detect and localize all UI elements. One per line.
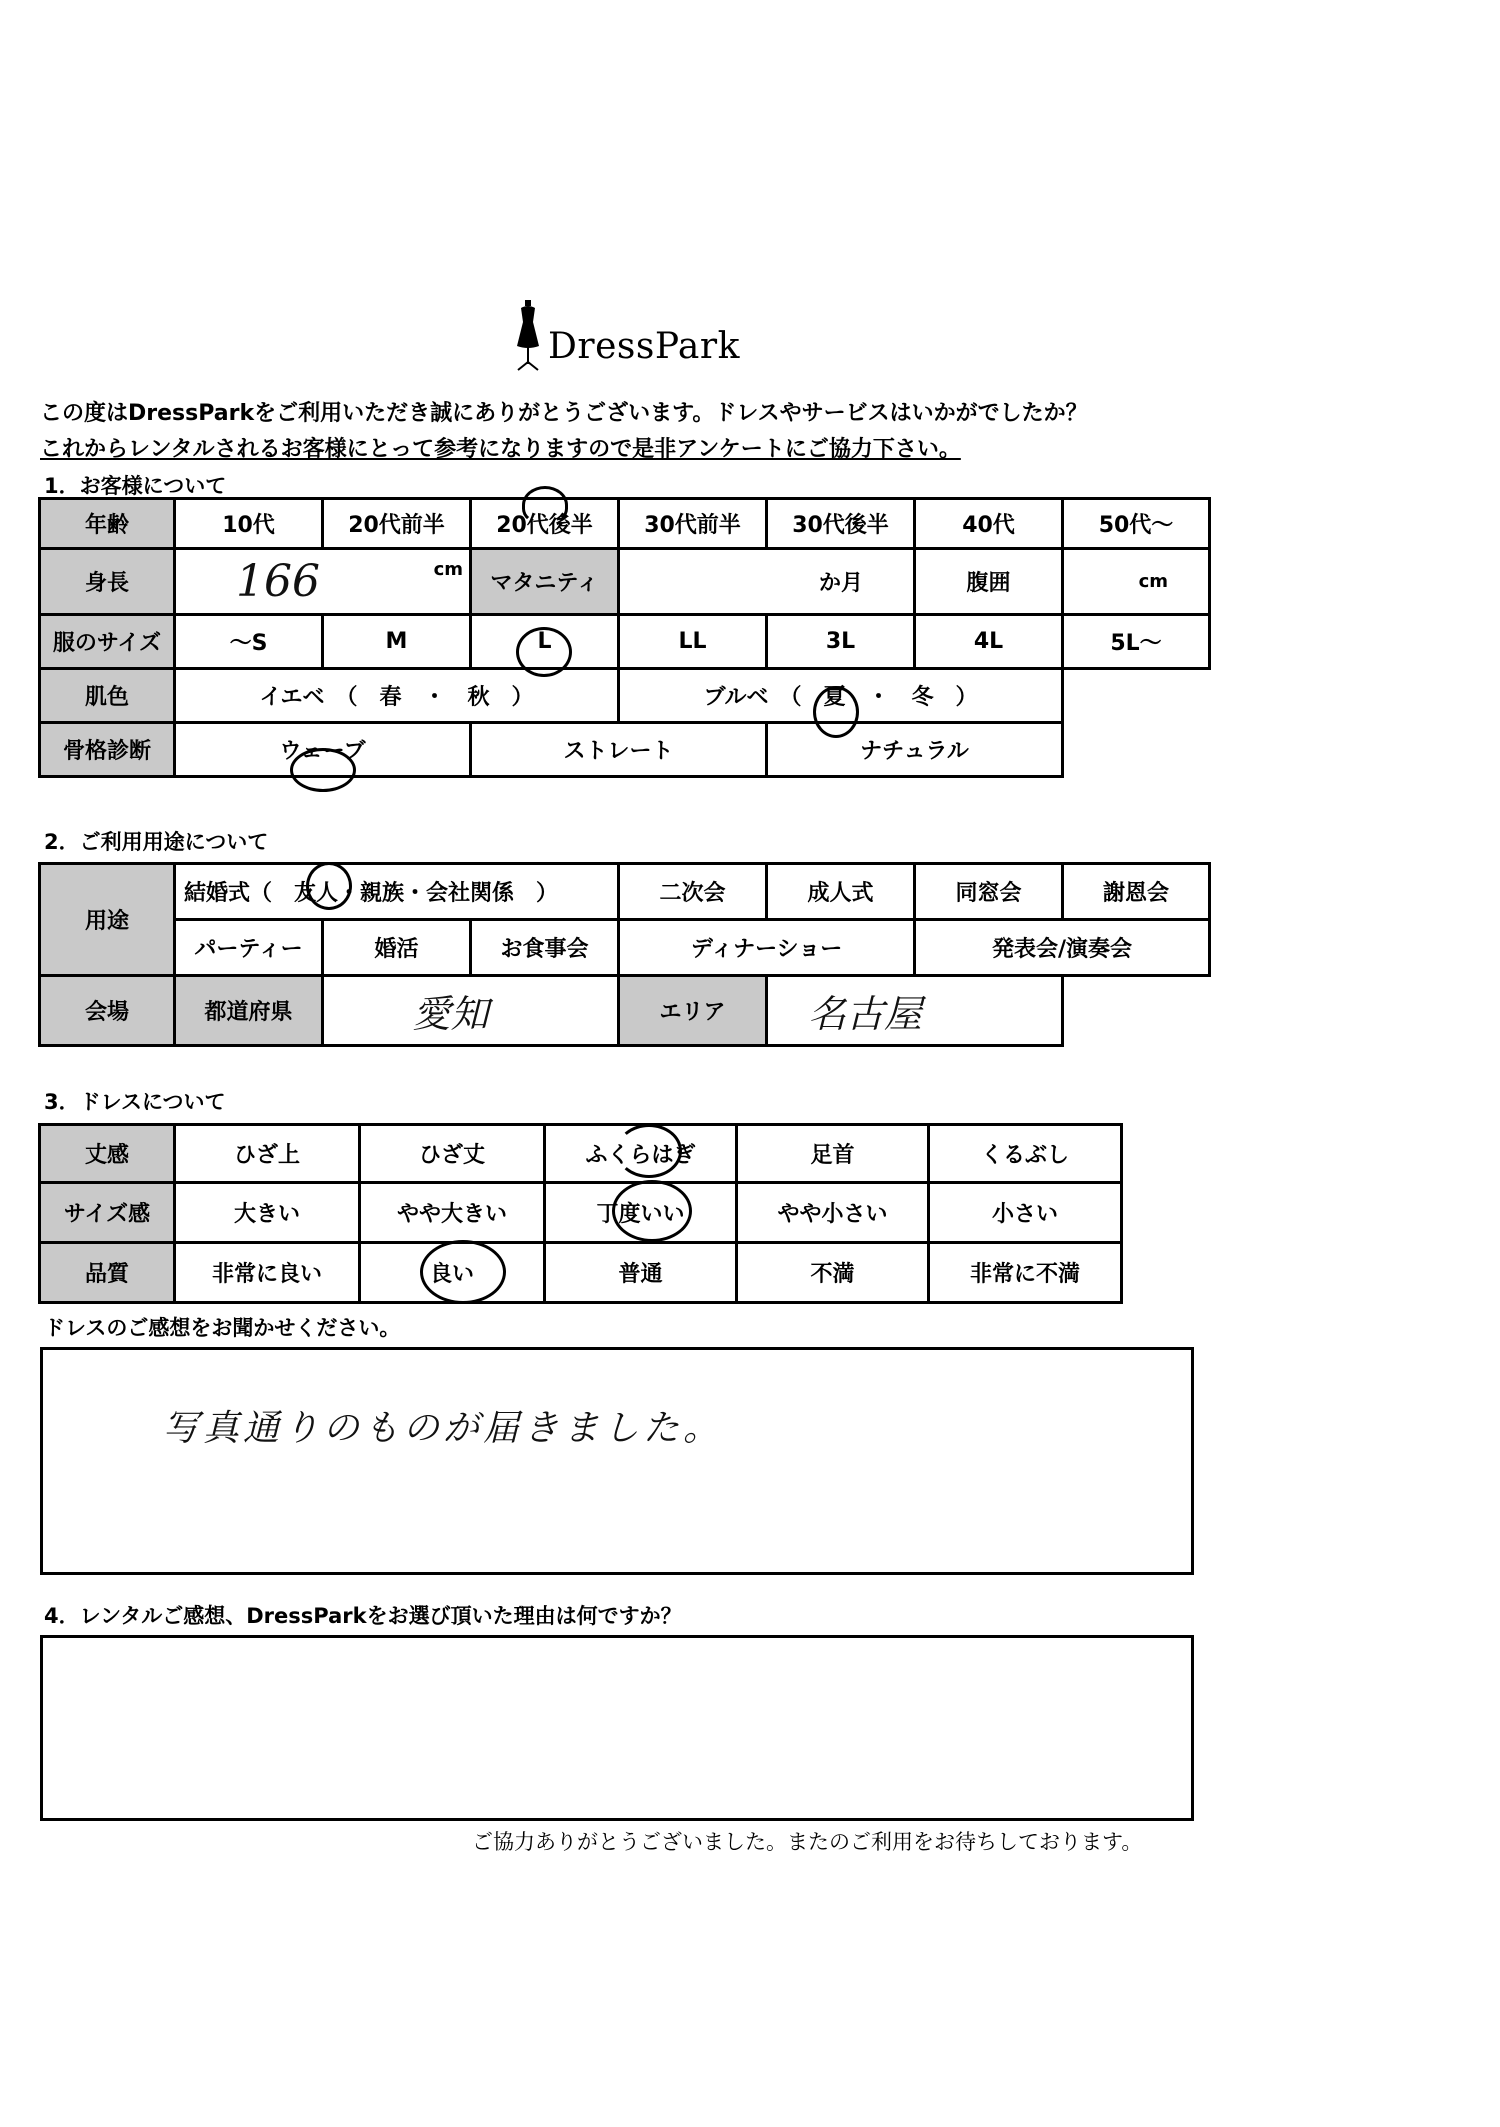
purpose-option[interactable]: 謝恩会 — [1063, 864, 1210, 920]
quality-option[interactable]: 非常に良い — [175, 1243, 360, 1303]
fit-option[interactable]: 大きい — [175, 1183, 360, 1243]
age-option[interactable]: 30代後半 — [767, 499, 915, 549]
purpose-option[interactable]: 同窓会 — [915, 864, 1063, 920]
size-selection-mark — [516, 627, 572, 677]
fit-option-selected[interactable]: 丁度いい — [545, 1183, 737, 1243]
height-field[interactable] — [175, 549, 471, 615]
section-2-title: 2．ご利用用途について — [44, 830, 269, 854]
age-option-selected[interactable]: 20代後半 — [471, 499, 619, 549]
skin-selection-mark — [813, 686, 859, 738]
dress-form-logo-icon — [512, 300, 544, 372]
reason-box[interactable] — [40, 1635, 1194, 1821]
length-label: 丈感 — [40, 1125, 175, 1183]
purpose-option[interactable]: パーティー — [175, 920, 323, 976]
age-option[interactable]: 20代前半 — [323, 499, 471, 549]
frame-label: 骨格診断 — [40, 723, 175, 777]
purpose-option[interactable]: お食事会 — [471, 920, 619, 976]
purpose-option[interactable]: 発表会/演奏会 — [915, 920, 1210, 976]
size-option[interactable]: 4L — [915, 615, 1063, 669]
fit-selection-mark — [612, 1180, 692, 1242]
length-option[interactable]: くるぶし — [929, 1125, 1122, 1183]
area-label: エリア — [619, 976, 767, 1046]
wedding-guest-selection-mark — [306, 862, 352, 910]
purpose-option[interactable]: 婚活 — [323, 920, 471, 976]
fit-option[interactable]: やや大きい — [360, 1183, 545, 1243]
purpose-option[interactable]: 成人式 — [767, 864, 915, 920]
age-label: 年齢 — [40, 499, 175, 549]
height-label: 身長 — [40, 549, 175, 615]
age-option[interactable]: 40代 — [915, 499, 1063, 549]
customer-table — [38, 497, 1211, 778]
length-selection-mark — [616, 1124, 682, 1178]
fit-option[interactable]: 小さい — [929, 1183, 1122, 1243]
venue-label: 会場 — [40, 976, 175, 1046]
frame-option[interactable]: ストレート — [471, 723, 767, 777]
size-label: 服のサイズ — [40, 615, 175, 669]
skin-yellow-option[interactable]: イエベ （ 春 ・ 秋 ） — [175, 669, 619, 723]
quality-option[interactable]: 非常に不満 — [929, 1243, 1122, 1303]
dress-table — [38, 1123, 1123, 1304]
length-option[interactable]: ひざ丈 — [360, 1125, 545, 1183]
prefecture-field[interactable] — [323, 976, 619, 1046]
age-option[interactable]: 50代～ — [1063, 499, 1210, 549]
brand-name: DressPark — [548, 326, 740, 367]
size-option-selected[interactable]: L — [471, 615, 619, 669]
age-option[interactable]: 30代前半 — [619, 499, 767, 549]
height-value: 166 — [236, 556, 320, 607]
fit-option[interactable]: やや小さい — [737, 1183, 929, 1243]
usage-table — [38, 862, 1211, 1047]
section-1-title: 1．お客様について — [44, 474, 227, 498]
length-option-selected[interactable]: ふくらはぎ — [545, 1125, 737, 1183]
frame-selection-mark — [290, 748, 356, 792]
prefecture-label: 都道府県 — [175, 976, 323, 1046]
maternity-months-unit: か月 — [818, 571, 863, 596]
maternity-label: マタニティ — [471, 549, 619, 615]
comment-prompt: ドレスのご感想をお聞かせください。 — [44, 1316, 401, 1340]
fit-label: サイズ感 — [40, 1183, 175, 1243]
size-option[interactable]: LL — [619, 615, 767, 669]
footer-thanks: ご協力ありがとうございました。またのご利用をお待ちしております。 — [472, 1830, 1143, 1854]
quality-option-selected[interactable]: 良い — [360, 1243, 545, 1303]
frame-option[interactable]: ナチュラル — [767, 723, 1063, 777]
purpose-label: 用途 — [40, 864, 175, 976]
size-option[interactable]: ～S — [175, 615, 323, 669]
purpose-option[interactable]: 二次会 — [619, 864, 767, 920]
area-value: 名古屋 — [808, 992, 923, 1036]
waist-label: 腹囲 — [915, 549, 1063, 615]
length-option[interactable]: 足首 — [737, 1125, 929, 1183]
section-4-title: 4．レンタルご感想、DressParkをお選び頂いた理由は何ですか？ — [44, 1604, 682, 1628]
quality-option[interactable]: 普通 — [545, 1243, 737, 1303]
comment-box[interactable] — [40, 1347, 1194, 1575]
purpose-wedding-option[interactable]: 結婚式（ 友人・親族・会社関係 ） — [175, 864, 619, 920]
size-option[interactable]: M — [323, 615, 471, 669]
intro-line-2: これからレンタルされるお客様にとって参考になりますので是非アンケートにご協力下さい。 — [40, 437, 961, 462]
height-unit: cm — [433, 559, 463, 580]
prefecture-value: 愛知 — [412, 992, 489, 1036]
age-option[interactable]: 10代 — [175, 499, 323, 549]
size-option[interactable]: 3L — [767, 615, 915, 669]
size-option[interactable]: 5L～ — [1063, 615, 1210, 669]
length-option[interactable]: ひざ上 — [175, 1125, 360, 1183]
waist-unit[interactable]: cm — [1063, 549, 1210, 615]
quality-label: 品質 — [40, 1243, 175, 1303]
comment-text: 写真通りのものが届きました。 — [163, 1408, 724, 1449]
area-field[interactable] — [767, 976, 1063, 1046]
age-selection-mark — [522, 486, 568, 524]
maternity-months-field[interactable] — [619, 549, 915, 615]
frame-option-selected[interactable]: ウェーブ — [175, 723, 471, 777]
purpose-option[interactable]: ディナーショー — [619, 920, 915, 976]
quality-option[interactable]: 不満 — [737, 1243, 929, 1303]
intro-line-1: この度はDressParkをご利用いただき誠にありがとうございます。ドレスやサービスはいかがでしたか？ — [40, 401, 1088, 426]
quality-selection-mark — [420, 1240, 506, 1304]
skin-label: 肌色 — [40, 669, 175, 723]
section-3-title: 3．ドレスについて — [44, 1090, 226, 1114]
skin-blue-option[interactable]: ブルベ （ 夏 ・ 冬 ） — [619, 669, 1063, 723]
